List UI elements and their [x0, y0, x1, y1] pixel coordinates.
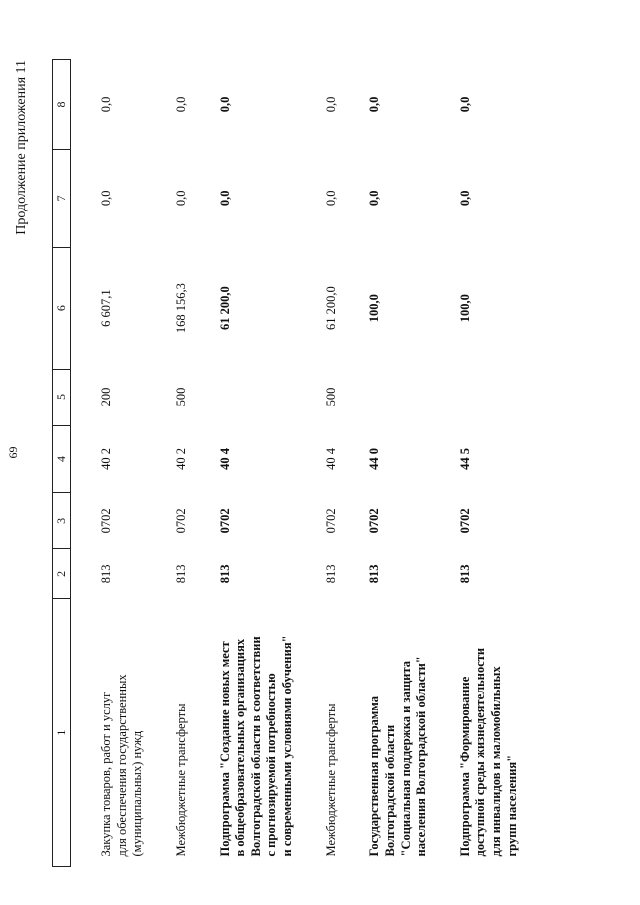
column-header: 3 [53, 493, 71, 549]
row-name [71, 599, 146, 867]
row-name [296, 599, 340, 867]
agency-code: 813 [99, 564, 113, 584]
row-name-line: Государственная программа [367, 696, 382, 857]
row-name-line: и современными условиями обучения" [280, 635, 294, 857]
amount-value: 0,0 [99, 190, 113, 207]
agency-code: 813 [367, 564, 382, 584]
row-name [146, 599, 190, 867]
row-name-line: Волгоградской области в соответствии [248, 636, 263, 857]
column-header: 7 [53, 149, 71, 247]
row-name-line: в общеобразовательных организациях [233, 638, 248, 857]
row-name-line: Волгоградской области [382, 724, 397, 857]
section-code: 0702 [99, 508, 113, 534]
expense-type-code [339, 369, 430, 425]
target-code: 40 4 [323, 448, 338, 470]
column-header: 4 [53, 425, 71, 493]
amount-value: 100,0 [367, 294, 382, 323]
section-code: 0702 [217, 508, 232, 534]
row-name-line: Подпрограмма "Создание новых мест [217, 641, 232, 857]
table-row [190, 60, 296, 867]
amount-value: 0,0 [217, 190, 232, 207]
row-name-line: для обеспечения государственных [114, 674, 129, 857]
amount-value: 61 200,0 [323, 286, 338, 331]
amount-value: 0,0 [457, 190, 472, 207]
agency-code: 813 [217, 564, 232, 584]
table-row [146, 60, 190, 867]
row-name-line: групп населения" [504, 754, 519, 857]
column-header: 6 [53, 247, 71, 369]
amount-value: 0,0 [173, 190, 188, 207]
row-name-line: (муниципальных) нужд [130, 730, 145, 857]
column-header: 2 [53, 549, 71, 599]
row-name-line: с прогнозируемой потребностью [264, 673, 279, 857]
header-row [53, 60, 71, 867]
row-name [339, 599, 430, 867]
section-code: 0702 [457, 508, 472, 534]
row-name-line: доступной среды жизнедеятельности [473, 647, 488, 857]
page-number: 69 [6, 446, 20, 459]
target-code: 40 2 [99, 448, 113, 470]
row-name-line: для инвалидов и маломобильных [489, 666, 503, 857]
agency-code: 813 [323, 564, 338, 584]
amount-value: 0,0 [323, 190, 338, 207]
budget-table [52, 59, 520, 867]
amount-value: 0,0 [457, 96, 472, 113]
continuation-label: Продолжение приложения 11 [14, 60, 29, 235]
table-row [339, 60, 430, 867]
column-header: 8 [53, 60, 71, 150]
column-header: 1 [53, 599, 71, 867]
table-row [430, 60, 521, 867]
row-name [190, 599, 296, 867]
amount-value: 0,0 [323, 96, 338, 113]
agency-code: 813 [173, 564, 188, 584]
amount-value: 0,0 [173, 96, 188, 113]
amount-value: 0,0 [367, 96, 382, 113]
target-code: 40 4 [217, 448, 232, 470]
section-code: 0702 [323, 508, 338, 534]
amount-value: 0,0 [99, 96, 113, 113]
row-name-line: населения Волгоградской области" [414, 656, 429, 857]
expense-type-code: 500 [323, 387, 338, 407]
amount-value: 6 607,1 [99, 289, 113, 327]
target-code: 40 2 [173, 448, 188, 470]
expense-type-code: 500 [173, 387, 188, 407]
target-code: 44 0 [367, 448, 382, 470]
amount-value: 168 156,3 [173, 283, 188, 334]
row-name [430, 599, 521, 867]
amount-value: 0,0 [367, 190, 382, 207]
column-header: 5 [53, 369, 71, 425]
amount-value: 61 200,0 [217, 286, 232, 331]
target-code: 44 5 [457, 448, 472, 470]
agency-code: 813 [457, 564, 472, 584]
row-name-line: "Социальная поддержка и защита [398, 660, 413, 857]
amount-value: 0,0 [217, 96, 232, 113]
section-code: 0702 [173, 508, 188, 534]
row-name-line: Межбюджетные трансферты [323, 703, 338, 857]
row-name-line: Закупка товаров, работ и услуг [99, 691, 113, 857]
section-code: 0702 [367, 508, 382, 534]
expense-type-code [190, 369, 296, 425]
table-row [71, 60, 146, 867]
expense-type-code [430, 369, 521, 425]
table-row [296, 60, 340, 867]
row-name-line: Подпрограмма "Формирование [457, 676, 472, 857]
expense-type-code: 200 [99, 387, 113, 407]
row-name-line: Межбюджетные трансферты [173, 703, 188, 857]
amount-value: 100,0 [457, 294, 472, 323]
